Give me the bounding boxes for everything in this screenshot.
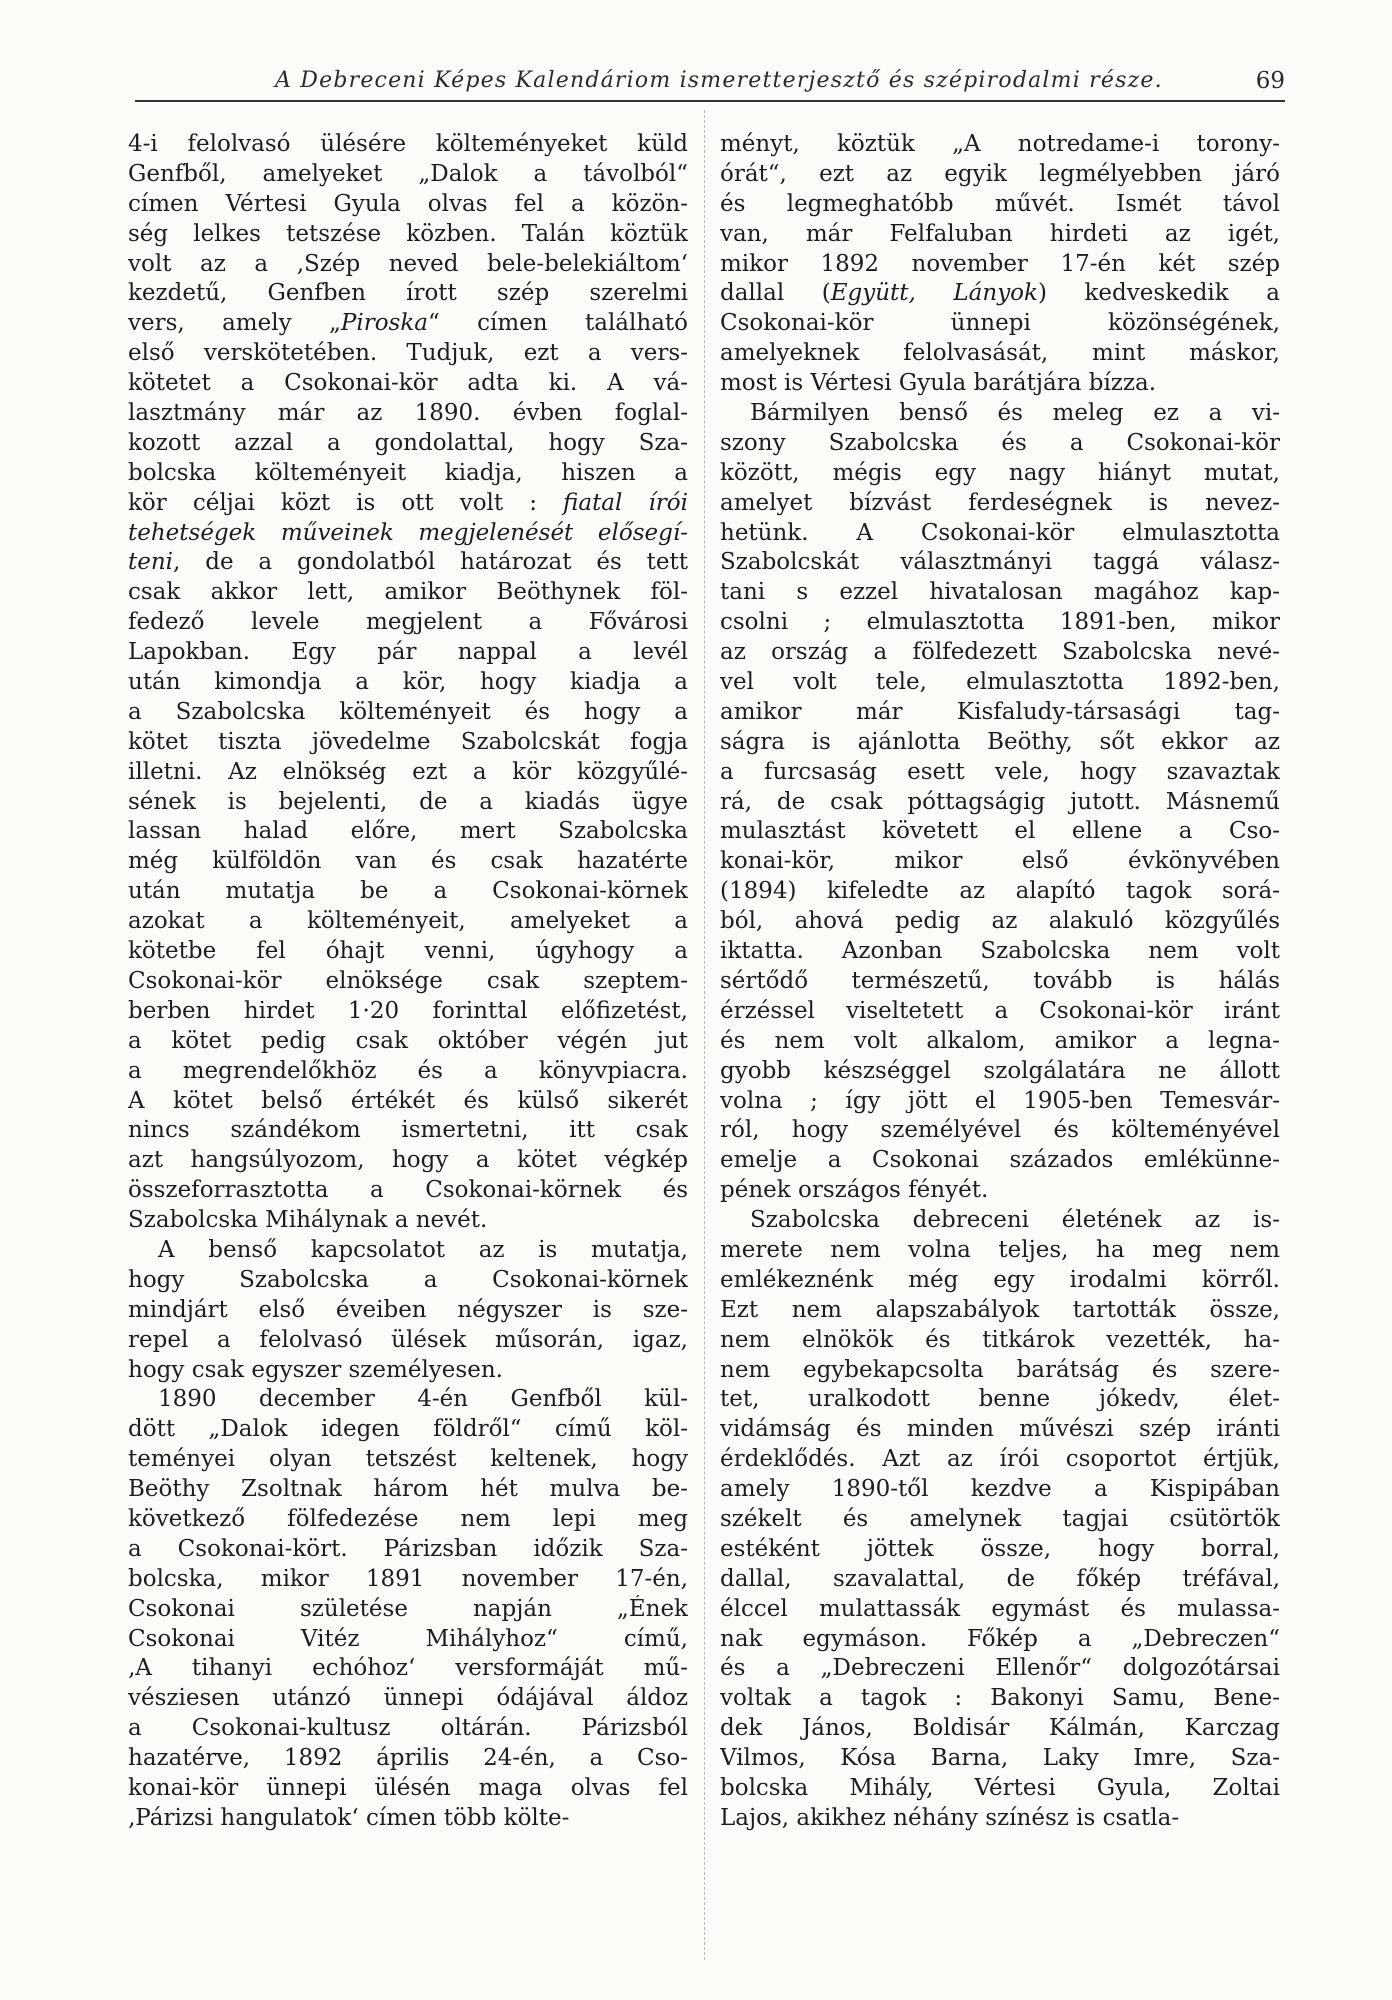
text-line: van, már Felfaluban hirdeti az igét, <box>720 220 1280 247</box>
text-line: a Csokonai-kultusz oltárán. Párizsból <box>128 1715 688 1742</box>
text-line: Lapokban. Egy pár nappal a levél <box>128 639 688 666</box>
text-line: Genfből, amelyeket „Dalok a távolból“ <box>128 160 688 187</box>
text-line: vers, amely „Piroska“ címen található <box>128 310 688 337</box>
text-line: első verskötetében. Tudjuk, ezt a vers- <box>128 340 688 367</box>
text-line: dött „Dalok idegen földről“ című köl- <box>128 1416 688 1443</box>
text-line: tet, uralkodott benne jókedv, élet- <box>720 1386 1280 1413</box>
text-line: dallal, szavalattal, de főkép tréfával, <box>720 1565 1280 1592</box>
text-line: vésziesen utánzó ünnepi ódájával áldoz <box>128 1685 688 1712</box>
text-line: ség lelkes tetszése közben. Talán köztük <box>128 220 688 247</box>
text-line: dek János, Boldisár Kálmán, Karczag <box>720 1715 1280 1742</box>
text-line: Bármilyen benső és meleg ez a vi- <box>750 400 1280 427</box>
text-line: fedező levele megjelent a Fővárosi <box>128 609 688 636</box>
text-line: bolcska, mikor 1891 november 17-én, <box>128 1565 688 1592</box>
text-line: 1890 december 4-én Genfből kül- <box>158 1386 688 1413</box>
text-line: pének országos fényét. <box>720 1177 989 1204</box>
text-line: után mutatja be a Csokonai-körnek <box>128 878 688 905</box>
text-line: mulasztást követett el ellene a Cso- <box>720 818 1280 845</box>
text-line: kötet tiszta jövedelme Szabolcskát fogja <box>128 728 688 755</box>
text-line: és a „Debreczeni Ellenőr“ dolgozótársai <box>720 1655 1280 1682</box>
text-line: Beöthy Zsoltnak három hét mulva be- <box>128 1476 688 1503</box>
text-line: konai-kör ünnepi ülésén maga olvas fel <box>128 1774 688 1801</box>
text-line: Csokonai születése napján „Ének <box>128 1595 688 1622</box>
text-line: Szabolcska debreceni életének az is- <box>750 1207 1280 1234</box>
text-line: csak akkor lett, amikor Beöthynek föl- <box>128 579 688 606</box>
text-line: Vilmos, Kósa Barna, Laky Imre, Sza- <box>720 1745 1280 1772</box>
text-line: 4-i felolvasó ülésére költeményeket küld <box>128 131 688 157</box>
text-line: ‚Párizsi hangulatok‘ címen több költe- <box>128 1804 570 1831</box>
text-line: a furcsaság esett vele, hogy szavaztak <box>720 758 1280 785</box>
text-line: nak egymáson. Főkép a „Debreczen“ <box>720 1625 1280 1652</box>
text-line: kötetet a Csokonai-kör adta ki. A vá- <box>128 370 688 397</box>
text-line: emelje a Csokonai százados emlékünne- <box>720 1147 1280 1174</box>
text-line: hogy Szabolcska a Csokonai-körnek <box>128 1266 688 1293</box>
text-line: között, mégis egy nagy hiányt mutat, <box>720 459 1280 486</box>
text-line: azt hangsúlyozom, hogy a kötet végkép <box>128 1147 688 1174</box>
header-rule <box>135 100 1285 102</box>
text-line: a Szabolcska költeményeit és hogy a <box>128 698 688 725</box>
text-line: teni, de a gondolatból határozat és tett <box>128 549 688 576</box>
text-line: vidámság és minden művészi szép iránti <box>720 1416 1280 1443</box>
text-line: ságra is ajánlotta Beöthy, sőt ekkor az <box>720 728 1280 755</box>
text-line: lassan halad előre, mert Szabolcska <box>128 818 688 845</box>
text-line: a kötet pedig csak október végén jut <box>128 1027 688 1054</box>
running-header <box>135 68 1285 102</box>
page-number: 69 <box>1255 68 1285 94</box>
text-line: gyobb készséggel szolgálatára ne állott <box>720 1057 1280 1084</box>
text-line: emlékeznénk még egy irodalmi körről. <box>720 1266 1280 1293</box>
text-line: volna ; így jött el 1905-ben Temesvár- <box>720 1087 1280 1114</box>
text-line: azokat a költeményeit, amelyeket a <box>128 908 688 935</box>
text-line: berben hirdet 1·20 forinttal előfizetést, <box>128 997 688 1024</box>
text-line: és nem volt alkalom, amikor a legna- <box>720 1027 1280 1054</box>
text-line: órát“, ezt az egyik legmélyebben járó <box>720 160 1280 187</box>
text-line: merete nem volna teljes, ha meg nem <box>720 1236 1280 1263</box>
text-line: (1894) kifeledte az alapító tagok sorá- <box>720 878 1280 905</box>
text-line: Csokonai Vitéz Mihályhoz“ című, <box>128 1625 688 1652</box>
text-line: kötetbe fel óhajt venni, úgyhogy a <box>128 938 688 965</box>
text-line: ményt, köztük „A notredame-i torony- <box>720 131 1280 157</box>
text-line: az ország a fölfedezett Szabolcska nevé- <box>720 639 1280 666</box>
text-line: szony Szabolcska és a Csokonai-kör <box>720 429 1280 456</box>
text-line: hazatérve, 1892 április 24-én, a Cso- <box>128 1745 688 1772</box>
text-line: érzéssel viseltetett a Csokonai-kör iránt <box>720 997 1280 1024</box>
column-divider <box>704 110 705 1960</box>
text-line: teményei olyan tetszést keltenek, hogy <box>128 1446 688 1473</box>
text-line: nem elnökök és titkárok vezették, ha- <box>720 1326 1280 1353</box>
text-line: nincs szándékom ismertetni, itt csak <box>128 1117 688 1144</box>
text-line: amikor már Kisfaludy-társasági tag- <box>720 698 1280 725</box>
text-line: repel a felolvasó ülések műsorán, igaz, <box>128 1326 688 1353</box>
text-line: voltak a tagok : Bakonyi Samu, Bene- <box>720 1685 1280 1712</box>
text-line: kozott azzal a gondolattal, hogy Sza- <box>128 429 688 456</box>
text-line: csolni ; elmulasztotta 1891-ben, mikor <box>720 609 1280 636</box>
text-line: dallal (Együtt, Lányok) kedveskedik a <box>720 280 1280 307</box>
text-line: most is Vértesi Gyula barátjára bízza. <box>720 370 1157 397</box>
text-line: érdeklődés. Azt az írói csoportot értjük, <box>720 1446 1280 1473</box>
text-line: lasztmány már az 1890. évben foglal- <box>128 400 688 427</box>
text-line: A benső kapcsolatot az is mutatja, <box>158 1236 688 1263</box>
text-line: A kötet belső értékét és külső sikerét <box>128 1087 688 1114</box>
text-line: tani s ezzel hivatalosan magához kap- <box>720 579 1280 606</box>
text-line: a megrendelőkhöz és a könyvpiacra. <box>128 1057 688 1084</box>
running-title: A Debreceni Képes Kalendáriom ismeretterjesztő és szépirodalmi része. <box>275 68 1163 93</box>
text-line: nem egybekapcsolta barátság és szere- <box>720 1356 1280 1383</box>
text-line: tehetségek műveinek megjelenését elősegí- <box>128 519 688 546</box>
text-line: illetni. Az elnökség ezt a kör közgyűlé- <box>128 758 688 785</box>
text-line: iktatta. Azonban Szabolcska nem volt <box>720 938 1280 965</box>
text-line: hogy csak egyszer személyesen. <box>128 1356 503 1383</box>
text-line: konai-kör, mikor első évkönyvében <box>720 848 1280 875</box>
text-line: hetünk. A Csokonai-kör elmulasztotta <box>720 519 1280 546</box>
text-line: élccel mulattassák egymást és mulassa- <box>720 1595 1280 1622</box>
text-line: amelyet bízvást ferdeségnek is nevez- <box>720 489 1280 516</box>
text-line: rá, de csak póttagságig jutott. Másnemű <box>720 788 1280 815</box>
text-line: mikor 1892 november 17-én két szép <box>720 250 1280 277</box>
text-line: Szabolcskát választmányi taggá válasz- <box>720 549 1280 576</box>
text-line: Csokonai-kör elnöksége csak szeptem- <box>128 967 688 994</box>
text-line: ból, ahová pedig az alakuló közgyűlés <box>720 908 1280 935</box>
text-line: sértődő természetű, tovább is hálás <box>720 967 1280 994</box>
text-line: Ezt nem alapszabályok tartották össze, <box>720 1296 1280 1323</box>
text-line: amelyeknek felolvasását, mint máskor, <box>720 340 1280 367</box>
text-line: Lajos, akikhez néhány színész is csatla- <box>720 1804 1180 1831</box>
text-line: ‚A tihanyi echóhoz‘ versformáját mű- <box>128 1655 688 1682</box>
text-line: mindjárt első éveiben négyszer is sze- <box>128 1296 688 1323</box>
left-column <box>128 130 688 1834</box>
text-line: címen Vértesi Gyula olvas fel a közön- <box>128 190 688 217</box>
text-line: után kimondja a kör, hogy kiadja a <box>128 669 688 696</box>
text-line: kezdetű, Genfben írott szép szerelmi <box>128 280 688 307</box>
text-line: Szabolcska Mihálynak a nevét. <box>128 1207 488 1234</box>
text-line: amely 1890-től kezdve a Kispipában <box>720 1476 1280 1503</box>
text-line: vel volt tele, elmulasztotta 1892-ben, <box>720 669 1280 696</box>
right-column <box>720 130 1280 1834</box>
text-line: bolcska Mihály, Vértesi Gyula, Zoltai <box>720 1774 1280 1801</box>
text-line: estéként jöttek össze, hogy borral, <box>720 1535 1280 1562</box>
text-line: még külföldön van és csak hazatérte <box>128 848 688 875</box>
text-line: sének is bejelenti, de a kiadás ügye <box>128 788 688 815</box>
text-line: következő fölfedezése nem lepi meg <box>128 1505 688 1532</box>
text-line: és legmeghatóbb művét. Ismét távol <box>720 190 1280 217</box>
text-line: kör céljai közt is ott volt : fiatal írói <box>128 489 688 516</box>
text-line: volt az a ‚Szép neved bele-belekiáltom‘ <box>128 250 688 277</box>
text-line: bolcska költeményeit kiadja, hiszen a <box>128 459 688 486</box>
text-line: ról, hogy személyével és költeményével <box>720 1117 1280 1144</box>
text-line: székelt és amelynek tagjai csütörtök <box>720 1505 1280 1532</box>
text-line: Csokonai-kör ünnepi közönségének, <box>720 310 1280 337</box>
text-line: a Csokonai-kört. Párizsban időzik Sza- <box>128 1535 688 1562</box>
text-line: összeforrasztotta a Csokonai-körnek és <box>128 1177 688 1204</box>
